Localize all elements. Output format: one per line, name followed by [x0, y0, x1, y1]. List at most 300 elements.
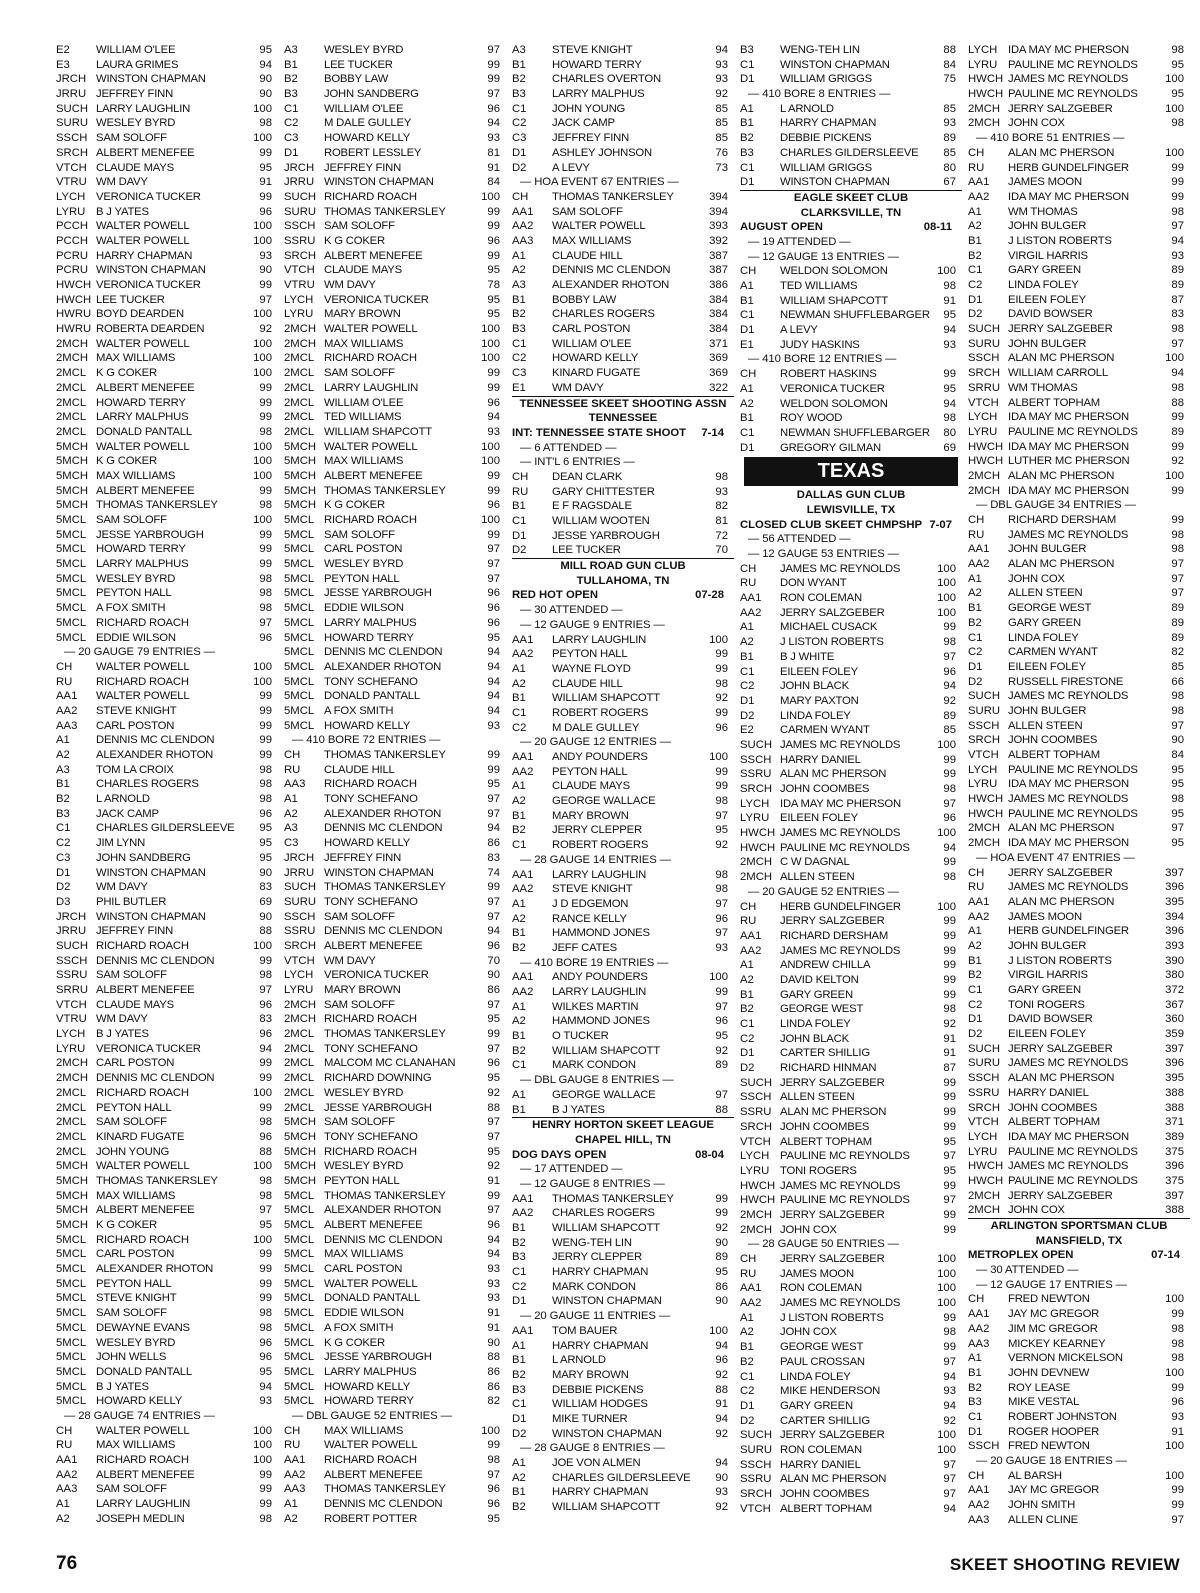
result-row: [512, 794, 734, 809]
result-class: SSCH: [968, 1440, 1000, 1453]
shooter-name: J LISTON ROBERTS: [780, 1311, 884, 1324]
result-score: 99: [715, 1192, 728, 1205]
shooter-name: PAULINE MC REYNOLDS: [780, 1150, 910, 1163]
result-class: LYCH: [284, 293, 314, 306]
result-score: 99: [943, 944, 956, 957]
result-row: [512, 205, 734, 220]
result-row: [740, 1164, 962, 1179]
shooter-name: STEVE KNIGHT: [552, 44, 633, 56]
shooter-name: JAMES MC REYNOLDS: [780, 562, 901, 575]
shooter-name: IDA MAY MC PHERSON: [1008, 190, 1129, 203]
shooter-name: JAMES MC REYNOLDS: [1008, 690, 1129, 703]
result-class: E2: [56, 44, 70, 56]
result-row: [512, 146, 734, 161]
shooter-name: JESSE YARBROUGH: [324, 1101, 432, 1114]
result-class: AA1: [512, 971, 534, 984]
result-row: [512, 1000, 734, 1015]
result-row: [284, 586, 506, 601]
shooter-name: ROY WOOD: [780, 412, 843, 425]
result-row: [56, 1336, 278, 1351]
shooter-name: SAM SOLOFF: [324, 528, 395, 541]
result-row: [284, 1512, 506, 1527]
shooter-name: CHARLES GILDERSLEEVE: [780, 146, 919, 159]
result-score: 99: [487, 763, 500, 776]
shooter-name: GARY GREEN: [1008, 984, 1081, 996]
result-score: 384: [709, 293, 728, 306]
result-row: [512, 72, 734, 87]
result-class: 5MCL: [56, 1365, 87, 1378]
result-class: B1: [740, 294, 754, 307]
result-row: [284, 131, 506, 146]
result-class: C1: [968, 984, 983, 996]
result-score: 94: [1171, 367, 1184, 380]
shooter-name: L ARNOLD: [780, 102, 834, 115]
result-class: B1: [512, 692, 526, 705]
result-row: [968, 1425, 1190, 1440]
result-class: 2MCL: [56, 425, 87, 438]
result-class: C1: [740, 161, 755, 174]
result-class: A3: [284, 44, 298, 56]
event-subheader: — 410 BORE 12 ENTRIES —: [748, 353, 897, 366]
event-subheader: — 12 GAUGE 8 ENTRIES —: [520, 1177, 665, 1190]
result-score: 99: [943, 1223, 956, 1236]
result-score: 100: [253, 352, 272, 365]
result-class: A1: [512, 662, 526, 675]
shooter-name: CARL POSTON: [96, 1248, 175, 1261]
result-class: SSCH: [56, 132, 88, 145]
result-row: [56, 425, 278, 440]
shooter-name: EILEEN FOLEY: [780, 812, 858, 825]
result-class: 5MCL: [284, 1336, 315, 1349]
result-row: [968, 1351, 1190, 1366]
result-row: [284, 351, 506, 366]
shooter-name: DENNIS MC CLENDON: [552, 264, 671, 277]
shooter-name: LINDA FOLEY: [1008, 279, 1079, 291]
result-class: C1: [512, 515, 527, 527]
shooter-name: PEYTON HALL: [96, 587, 172, 600]
result-score: 83: [487, 851, 500, 864]
result-class: RU: [740, 915, 757, 928]
results-columns: [56, 43, 1196, 1526]
result-row: [284, 998, 506, 1013]
shooter-name: EDDIE WILSON: [96, 631, 176, 644]
result-row: [284, 983, 506, 998]
result-row: [56, 454, 278, 469]
result-row: [968, 542, 1190, 557]
result-class: B1: [284, 58, 298, 71]
event-subheader: — HOA EVENT 47 ENTRIES —: [976, 851, 1135, 864]
shooter-name: MICKEY KEARNEY: [1008, 1337, 1106, 1350]
result-class: A2: [512, 264, 526, 277]
result-row: [968, 748, 1190, 763]
result-score: 100: [481, 514, 500, 526]
result-score: 99: [943, 1179, 956, 1192]
result-class: SUCH: [284, 881, 317, 894]
result-score: 388: [1165, 1204, 1184, 1217]
shooter-name: JOHN BLACK: [780, 680, 849, 693]
event-subheader: — 20 GAUGE 79 ENTRIES —: [64, 646, 215, 659]
result-class: VTCH: [968, 1116, 999, 1129]
result-row: [284, 557, 506, 572]
result-row: [740, 679, 962, 694]
result-row: [56, 1453, 278, 1468]
result-score: 100: [253, 367, 272, 380]
shooter-name: THOMAS TANKERSLEY: [552, 1192, 674, 1205]
result-score: 97: [943, 1150, 956, 1163]
result-row: [284, 205, 506, 220]
shooter-name: PAULINE MC REYNOLDS: [1008, 807, 1138, 820]
result-score: 91: [259, 176, 272, 189]
result-score: 99: [1171, 440, 1184, 453]
result-row: [968, 1101, 1190, 1116]
page-number: 76: [56, 1553, 78, 1574]
shooter-name: IDA MAY MC PHERSON: [1008, 484, 1129, 497]
result-score: 100: [253, 1454, 272, 1466]
event-subheader: — 56 ATTENDED —: [748, 533, 851, 546]
result-class: RU: [284, 763, 301, 776]
result-score: 322: [709, 381, 728, 394]
result-row: [512, 470, 734, 485]
result-score: 94: [487, 411, 500, 424]
result-row: [56, 733, 278, 748]
shooter-name: HOWARD KELLY: [324, 1380, 411, 1393]
result-score: 99: [259, 146, 272, 159]
shooter-name: CHARLES ROGERS: [552, 308, 655, 321]
result-row: [740, 709, 962, 724]
result-class: A1: [56, 734, 70, 747]
result-class: SSCH: [284, 220, 316, 233]
shooter-name: CLAUDE MAYS: [324, 264, 402, 277]
result-class: 5MCL: [284, 1189, 315, 1202]
result-class: RU: [968, 161, 985, 174]
result-row: [56, 1203, 278, 1218]
result-score: 86: [715, 1280, 728, 1293]
shooter-name: GARY GREEN: [1008, 616, 1081, 629]
result-class: VTRU: [56, 1013, 87, 1026]
result-class: D2: [56, 881, 71, 894]
event-subheader: — INT'L 6 ENTRIES —: [520, 456, 635, 469]
result-score: 100: [253, 514, 272, 526]
shooter-name: IDA MAY MC PHERSON: [1008, 837, 1129, 850]
result-row: [56, 807, 278, 822]
shooter-name: ALAN MC PHERSON: [780, 1473, 887, 1486]
result-score: 394: [1165, 910, 1184, 923]
result-row: [56, 1071, 278, 1086]
shooter-name: B J YATES: [96, 205, 149, 218]
shooter-name: RON COLEMAN: [780, 1282, 862, 1295]
result-class: HWCH: [740, 827, 776, 840]
result-row: [284, 1012, 506, 1027]
result-score: 394: [709, 190, 728, 203]
result-score: 86: [487, 837, 500, 850]
shooter-name: LINDA FOLEY: [780, 1018, 851, 1030]
shooter-name: DEWAYNE EVANS: [96, 1321, 190, 1334]
result-score: 100: [253, 102, 272, 115]
result-score: 384: [709, 308, 728, 321]
result-score: 97: [1171, 337, 1184, 350]
result-row: [740, 1296, 962, 1311]
result-class: 5MCL: [56, 572, 87, 585]
result-row: [740, 411, 962, 426]
result-row: [284, 1365, 506, 1380]
shooter-name: HOWARD KELLY: [552, 352, 639, 365]
shooter-name: DENNIS MC CLENDON: [324, 1498, 443, 1511]
shooter-name: ALAN MC PHERSON: [780, 1106, 887, 1119]
result-score: 95: [259, 1219, 272, 1231]
shooter-name: WALTER POWELL: [96, 337, 190, 350]
result-class: C2: [740, 680, 755, 693]
result-row: [284, 440, 506, 455]
result-score: 95: [943, 382, 956, 395]
result-class: A1: [56, 1498, 70, 1511]
shooter-name: HAMMOND JONES: [552, 927, 650, 940]
result-class: A1: [284, 1498, 298, 1511]
result-row: [740, 1281, 962, 1296]
result-class: B2: [740, 132, 754, 145]
result-class: D1: [740, 324, 755, 337]
result-row: [56, 410, 278, 425]
shooter-name: WESLEY BYRD: [324, 1160, 404, 1173]
result-score: 96: [259, 998, 272, 1011]
shooter-name: ALBERT TOPHAM: [1008, 749, 1100, 761]
result-score: 375: [1165, 1145, 1184, 1158]
shooter-name: RICHARD ROACH: [324, 778, 417, 791]
result-row: [284, 1321, 506, 1336]
result-score: 98: [259, 117, 272, 130]
shooter-name: RICHARD ROACH: [324, 190, 417, 203]
result-class: 5MCL: [56, 1292, 87, 1305]
shooter-name: K G COKER: [324, 1336, 385, 1349]
shooter-name: JERRY SALZGEBER: [780, 1429, 885, 1442]
shooter-name: JOHN BULGER: [1008, 337, 1087, 350]
result-row: [968, 1307, 1190, 1322]
result-row: [740, 1340, 962, 1355]
result-score: 86: [487, 984, 500, 996]
shooter-name: TONY SCHEFANO: [324, 793, 418, 806]
shooter-name: EILEEN FOLEY: [1008, 660, 1086, 673]
result-score: 395: [1165, 1072, 1184, 1085]
result-score: 96: [943, 665, 956, 678]
result-class: HWCH: [740, 1194, 776, 1207]
result-score: 99: [487, 528, 500, 541]
result-row: [740, 1355, 962, 1370]
result-row: [740, 841, 962, 856]
result-score: 99: [487, 381, 500, 394]
result-score: 96: [259, 1351, 272, 1364]
result-score: 95: [1171, 58, 1184, 71]
shooter-name: WILLIAM SHAPCOTT: [552, 1501, 660, 1514]
result-row: [740, 1208, 962, 1223]
result-score: 100: [937, 562, 956, 575]
shooter-name: B J YATES: [552, 1103, 605, 1116]
result-score: 89: [1171, 279, 1184, 291]
result-class: 2MCL: [56, 367, 87, 380]
result-row: [284, 880, 506, 895]
result-class: 2MCL: [284, 1072, 315, 1085]
shooter-name: MAX WILLIAMS: [324, 1424, 404, 1437]
shooter-name: ALBERT MENEFEE: [96, 1468, 195, 1481]
result-row: [512, 249, 734, 264]
result-row: [512, 1500, 734, 1515]
result-class: A1: [740, 280, 754, 292]
result-score: 94: [943, 841, 956, 854]
shooter-name: B J YATES: [96, 1028, 149, 1041]
result-row: [56, 821, 278, 836]
shooter-name: WILLIAM SHAPCOTT: [552, 1044, 660, 1057]
shooter-name: TONI ROGERS: [780, 1164, 857, 1177]
shooter-name: LARRY LAUGHLIN: [324, 381, 419, 394]
result-class: B1: [512, 1103, 526, 1116]
result-row: [56, 1277, 278, 1292]
result-row: [968, 278, 1190, 293]
result-class: A2: [740, 397, 754, 410]
result-class: B2: [512, 1044, 526, 1057]
result-class: A1: [512, 1088, 526, 1101]
shooter-name: JOHN COX: [1008, 572, 1065, 585]
shooter-name: MARY BROWN: [324, 308, 401, 321]
result-class: SSRU: [968, 1086, 1000, 1099]
result-class: PCRU: [56, 264, 89, 277]
result-row: [284, 322, 506, 337]
result-class: 5MCL: [56, 602, 87, 615]
shooter-name: TONY SCHEFANO: [324, 1042, 418, 1055]
result-row: [968, 190, 1190, 205]
shooter-name: ALEXANDER RHOTON: [324, 1204, 442, 1217]
result-score: 89: [943, 709, 956, 722]
shooter-name: STEVE KNIGHT: [96, 704, 177, 717]
result-score: 85: [715, 102, 728, 115]
state-banner: TEXAS: [744, 457, 958, 486]
result-row: [284, 234, 506, 249]
result-class: SRCH: [968, 734, 1001, 747]
club-heading: DALLAS GUN CLUB: [796, 489, 906, 502]
result-class: SSRU: [740, 768, 772, 781]
result-row: [512, 868, 734, 883]
result-class: 5MCL: [56, 631, 87, 644]
result-class: 5MCL: [284, 543, 315, 556]
result-row: [56, 792, 278, 807]
result-class: AA3: [968, 1337, 990, 1350]
result-score: 94: [487, 925, 500, 938]
result-score: 95: [1171, 88, 1184, 101]
shooter-name: MIKE TURNER: [552, 1412, 628, 1425]
shooter-name: DEAN CLARK: [552, 470, 623, 483]
result-class: LYRU: [284, 984, 314, 996]
column-4: [740, 43, 968, 1513]
result-score: 99: [487, 1189, 500, 1202]
event-subheader: — 30 ATTENDED —: [520, 604, 623, 617]
event-subheader: — 20 GAUGE 11 ENTRIES —: [520, 1310, 671, 1323]
result-class: AA2: [740, 606, 762, 619]
shoot-name: INT: TENNESSEE STATE SHOOT: [512, 426, 687, 439]
result-row: [56, 102, 278, 117]
result-class: A1: [512, 897, 526, 910]
result-row: [56, 190, 278, 205]
result-score: 95: [1171, 763, 1184, 776]
shooter-name: ALAN MC PHERSON: [1008, 1072, 1115, 1085]
shooter-name: IDA MAY MC PHERSON: [1008, 440, 1129, 453]
shooter-name: HARRY CHAPMAN: [552, 1339, 649, 1352]
result-class: 5MCL: [56, 1351, 87, 1364]
result-score: 99: [259, 704, 272, 717]
result-row: [512, 278, 734, 293]
result-score: 396: [1165, 1160, 1184, 1173]
result-score: 99: [259, 734, 272, 747]
shooter-name: WINSTON CHAPMAN: [780, 58, 890, 71]
result-row: [968, 572, 1190, 587]
result-row: [56, 1394, 278, 1409]
result-score: 96: [487, 1498, 500, 1511]
result-class: HWCH: [968, 440, 1004, 453]
shooter-name: EDDIE WILSON: [324, 602, 404, 615]
result-score: 100: [253, 220, 272, 233]
shooter-name: ALBERT TOPHAM: [780, 1502, 872, 1515]
result-class: AA3: [56, 1483, 78, 1496]
result-row: [968, 1337, 1190, 1352]
result-score: 100: [709, 633, 728, 646]
shooter-name: WALTER POWELL: [552, 220, 646, 233]
result-class: C2: [968, 279, 983, 291]
result-class: B2: [512, 941, 526, 954]
result-score: 98: [715, 883, 728, 896]
result-score: 98: [1171, 205, 1184, 218]
result-row: [56, 836, 278, 851]
result-score: 99: [259, 411, 272, 424]
result-score: 397: [1165, 1042, 1184, 1055]
result-class: C2: [512, 352, 527, 365]
shooter-name: RICHARD ROACH: [324, 514, 417, 526]
club-heading: TENNESSEE SKEET SHOOTING ASSN: [519, 397, 727, 410]
result-score: 93: [943, 338, 956, 351]
result-class: C1: [740, 1018, 755, 1030]
shooter-name: JAMES MC REYNOLDS: [1008, 793, 1129, 806]
result-row: [56, 586, 278, 601]
shooter-name: JOHN COX: [1008, 117, 1065, 130]
result-row: [968, 792, 1190, 807]
result-class: VTCH: [968, 749, 999, 761]
result-row: [740, 279, 962, 294]
shooter-name: CHARLES GILDERSLEEVE: [96, 822, 235, 835]
shooter-name: WILKES MARTIN: [552, 1000, 639, 1013]
result-score: 85: [943, 724, 956, 737]
result-row: [56, 131, 278, 146]
result-row: [284, 1071, 506, 1086]
event-subheader: — 28 GAUGE 74 ENTRIES —: [64, 1409, 215, 1422]
shooter-name: SAM SOLOFF: [324, 220, 395, 233]
result-class: 2MCL: [284, 352, 315, 365]
result-row: [56, 895, 278, 910]
result-class: AA1: [512, 633, 534, 646]
result-row: [512, 1014, 734, 1029]
result-row: [56, 1321, 278, 1336]
shooter-name: SAM SOLOFF: [324, 910, 395, 923]
result-score: 97: [1171, 822, 1184, 835]
result-score: 91: [943, 294, 956, 307]
shooter-name: WILLIAM SHAPCOTT: [552, 692, 660, 705]
result-row: [512, 43, 734, 58]
result-class: B1: [512, 500, 526, 513]
shooter-name: WILLIAM SHAPCOTT: [780, 294, 888, 307]
result-score: 81: [487, 146, 500, 159]
result-class: B1: [968, 234, 982, 247]
result-class: VTCH: [284, 954, 315, 967]
result-class: B3: [284, 88, 298, 101]
result-score: 93: [943, 1385, 956, 1398]
result-class: 5MCL: [56, 587, 87, 600]
shooter-name: HOWARD KELLY: [324, 837, 411, 850]
shooter-name: J LISTON ROBERTS: [1008, 234, 1112, 247]
result-row: [56, 161, 278, 176]
